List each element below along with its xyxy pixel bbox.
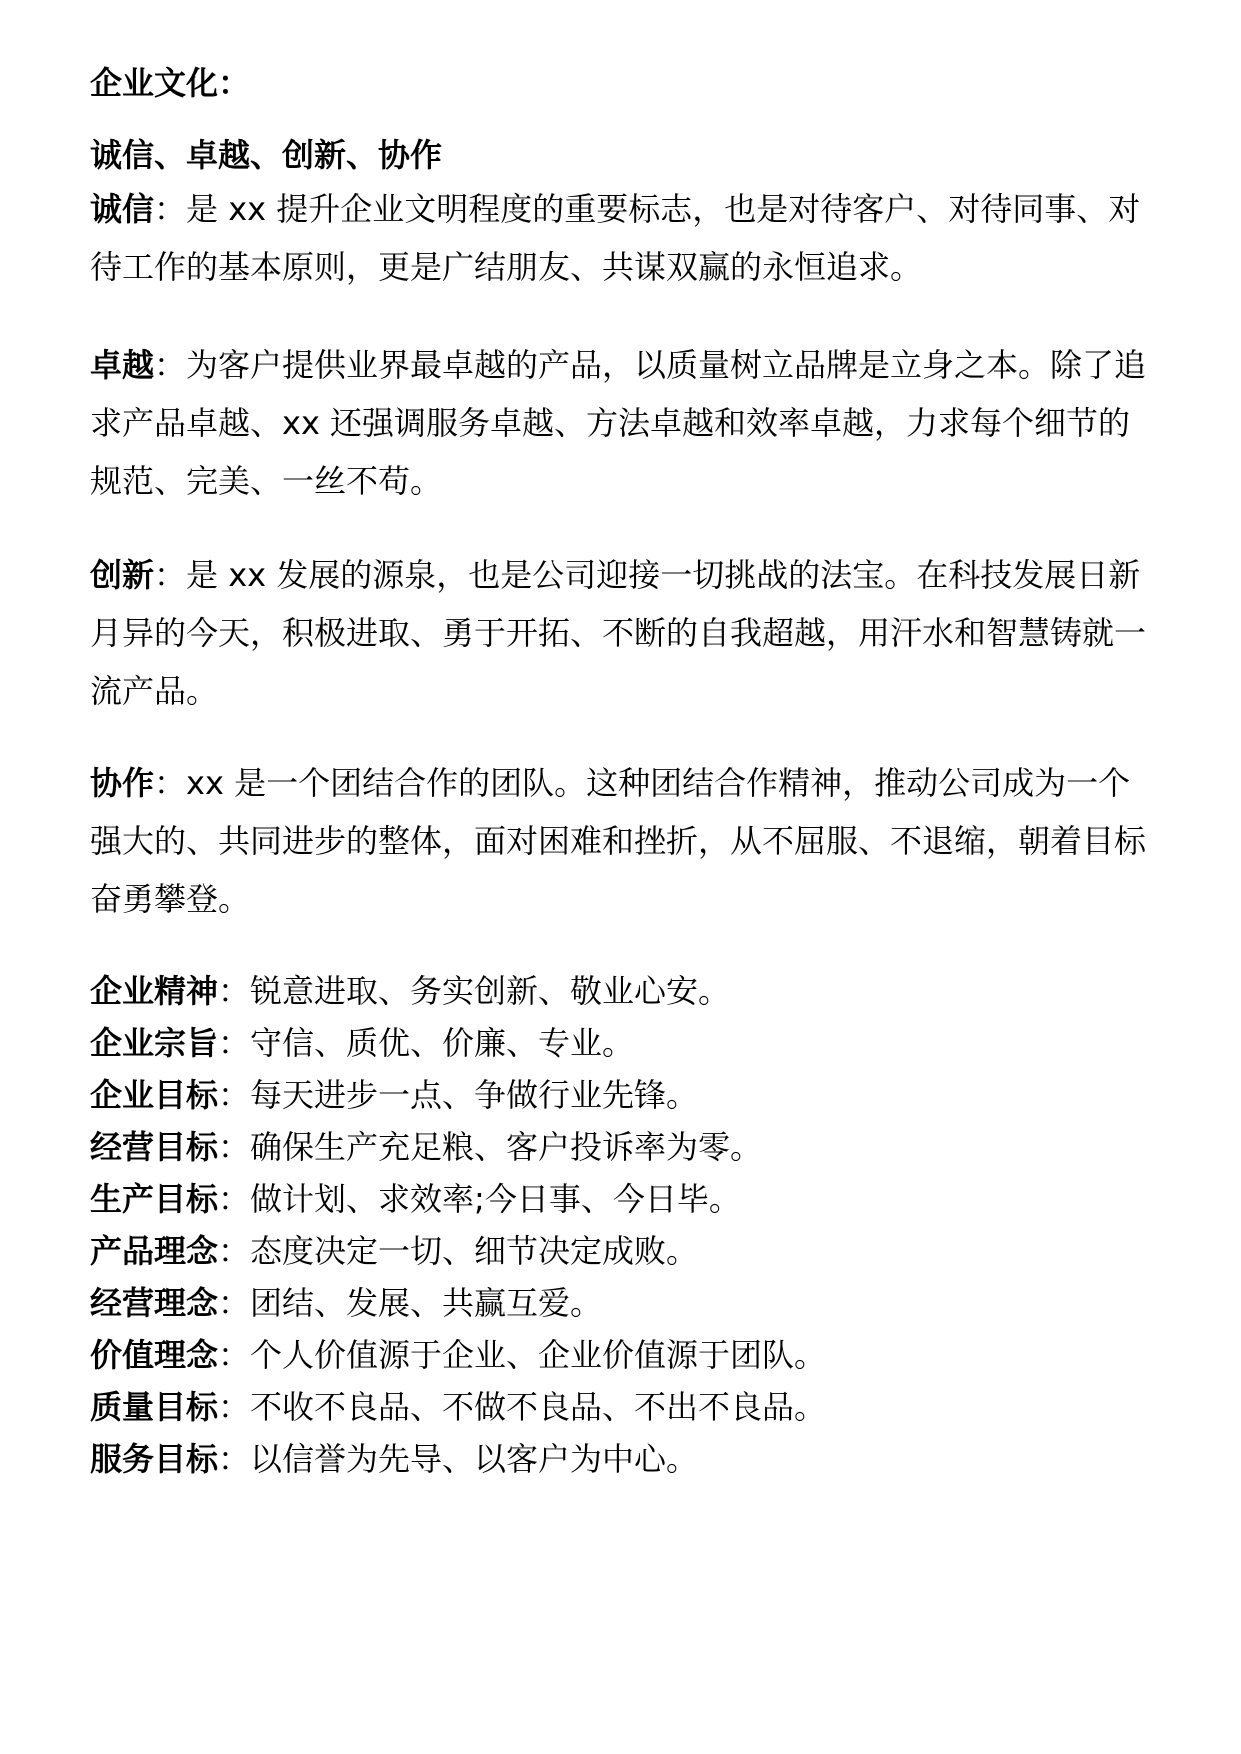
section-term: 协作: [90, 764, 155, 802]
principle-line: [90, 1170, 1160, 1228]
principle-separator: ：: [218, 1336, 251, 1374]
principle-term: 价值理念: [90, 1336, 219, 1374]
principle-separator: ：: [218, 972, 251, 1010]
principle-line: [90, 1066, 1160, 1124]
principle-term: 企业精神: [90, 972, 219, 1010]
principle-text: 守信、质优、价廉、专业。: [250, 1024, 635, 1062]
section-text: 为客户提供业界最卓越的产品，以质量树立品牌是立身之本。除了追求产品卓越、xx 还强调服务卓越、方法卓越和效率卓越，力求每个细节的规范、完美、一丝不苟。: [90, 346, 1147, 500]
principle-term: 企业宗旨: [90, 1024, 219, 1062]
principle-text: 个人价值源于企业、企业价值源于团队。: [250, 1336, 827, 1374]
section-separator: ：: [154, 190, 187, 228]
section-integrity: [90, 180, 1160, 296]
principle-separator: ：: [218, 1076, 251, 1114]
section-text: 是 xx 提升企业文明程度的重要标志，也是对待客户、对待同事、对待工作的基本原则，更是广结朋友、共谋双赢的永恒追求。: [90, 190, 1141, 286]
section-text: xx 是一个团结合作的团队。这种团结合作精神，推动公司成为一个强大的、共同进步的整体，面对困难和挫折，从不屈服、不退缩，朝着目标奋勇攀登。: [90, 764, 1147, 918]
principle-text: 态度决定一切、细节决定成败。: [250, 1232, 699, 1270]
principle-term: 经营理念: [90, 1284, 219, 1322]
section-term: 诚信: [90, 190, 155, 228]
document-title: 企业文化：: [90, 64, 251, 102]
principle-line: [90, 1378, 1160, 1436]
section-term: 卓越: [90, 346, 155, 384]
principle-term: 质量目标: [90, 1388, 219, 1426]
section-text: 是 xx 发展的源泉，也是公司迎接一切挑战的法宝。在科技发展日新月异的今天，积极进取、勇于开拓、不断的自我超越，用汗水和智慧铸就一流产品。: [90, 556, 1147, 710]
principle-term: 经营目标: [90, 1128, 219, 1166]
principle-term: 服务目标: [90, 1440, 219, 1478]
section-separator: ：: [154, 556, 187, 594]
principle-line: [90, 1014, 1160, 1072]
principle-separator: ：: [218, 1388, 251, 1426]
principle-line: [90, 1274, 1160, 1332]
principle-separator: ：: [218, 1232, 251, 1270]
principle-line: [90, 1430, 1160, 1488]
principle-separator: ：: [218, 1440, 251, 1478]
principle-line: [90, 1222, 1160, 1280]
principle-line: [90, 1326, 1160, 1384]
principle-separator: ：: [218, 1128, 251, 1166]
core-values-heading: 诚信、卓越、创新、协作: [90, 136, 443, 174]
principle-text: 每天进步一点、争做行业先锋。: [250, 1076, 699, 1114]
section-excellence: [90, 336, 1160, 510]
principle-term: 企业目标: [90, 1076, 219, 1114]
principle-separator: ：: [218, 1024, 251, 1062]
principle-text: 确保生产充足粮、客户投诉率为零。: [250, 1128, 763, 1166]
section-innovation: [90, 546, 1160, 720]
principle-line: [90, 1118, 1160, 1176]
principle-separator: ：: [218, 1180, 251, 1218]
principle-text: 不收不良品、不做不良品、不出不良品。: [250, 1388, 827, 1426]
section-separator: ：: [154, 346, 187, 384]
principle-text: 团结、发展、共赢互爱。: [250, 1284, 603, 1322]
principle-text: 以信誉为先导、以客户为中心。: [250, 1440, 699, 1478]
principle-text: 锐意进取、务实创新、敬业心安。: [250, 972, 731, 1010]
section-separator: ：: [154, 764, 187, 802]
principle-text: 做计划、求效率;今日事、今日毕。: [250, 1180, 741, 1218]
section-term: 创新: [90, 556, 155, 594]
principle-line: [90, 962, 1160, 1020]
principle-term: 生产目标: [90, 1180, 219, 1218]
section-collaboration: [90, 754, 1160, 928]
principle-separator: ：: [218, 1284, 251, 1322]
principle-term: 产品理念: [90, 1232, 219, 1270]
